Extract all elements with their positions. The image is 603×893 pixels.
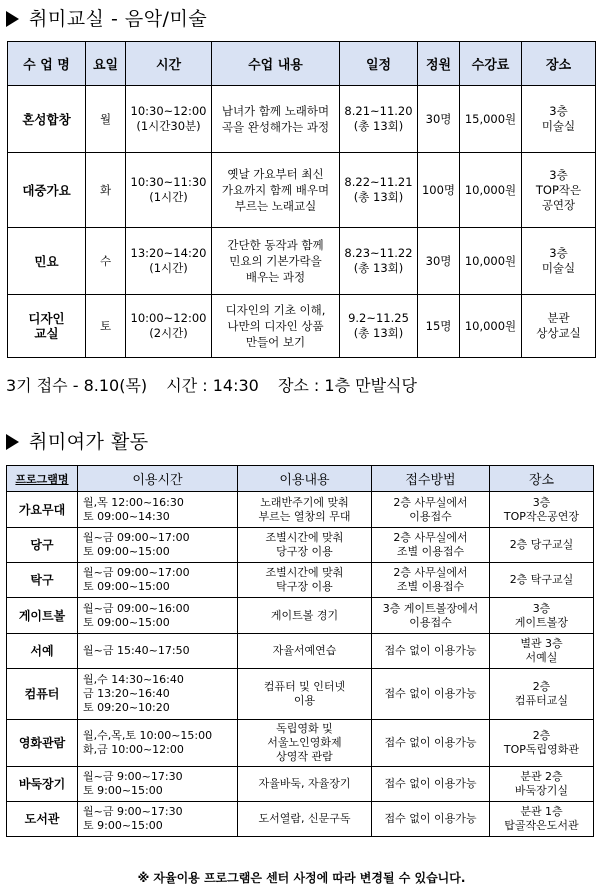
section1-title: 취미교실 - 음악/미술 <box>29 8 208 30</box>
program-name: 게이트볼 <box>7 598 78 634</box>
column-header: 이용시간 <box>78 466 238 492</box>
program-content: 노래반주기에 맞춰 부르는 열창의 무대 <box>238 492 372 528</box>
registration-info <box>6 373 431 396</box>
table-row <box>7 492 594 528</box>
column-header: 수 업 명 <box>8 42 86 86</box>
program-content: 자율바둑, 자율장기 <box>238 767 372 802</box>
section1-heading <box>6 4 207 31</box>
program-name: 가요무대 <box>7 492 78 528</box>
footnote: ※ 자율이용 프로그램은 센터 사정에 따라 변경될 수 있습니다. <box>137 871 466 885</box>
class-capacity: 30명 <box>418 228 460 295</box>
program-name: 컴퓨터 <box>7 669 78 720</box>
program-content: 독립영화 및 서울노인영화제 상영작 관람 <box>238 720 372 767</box>
program-method: 접수 없이 이용가능 <box>372 767 490 802</box>
program-place: 2층 컴퓨터교실 <box>490 669 594 720</box>
program-content: 도서열람, 신문구독 <box>238 802 372 837</box>
program-method: 접수 없이 이용가능 <box>372 802 490 837</box>
table-row <box>7 720 594 767</box>
table-row <box>8 86 596 153</box>
registration-period: 3기 접수 - 8.10(목) <box>6 376 148 395</box>
class-schedule: 8.22~11.21 (총 13회) <box>340 153 418 228</box>
triangle-bullet-icon <box>6 434 19 450</box>
section2-heading <box>6 427 149 454</box>
program-content: 게이트볼 경기 <box>238 598 372 634</box>
table-row <box>7 563 594 598</box>
column-header: 시간 <box>126 42 212 86</box>
column-header: 요일 <box>86 42 126 86</box>
column-header: 정원 <box>418 42 460 86</box>
class-day: 토 <box>86 295 126 358</box>
class-time: 10:30~12:00 (1시간30분) <box>126 86 212 153</box>
class-name: 민요 <box>8 228 86 295</box>
class-fee: 10,000원 <box>460 153 522 228</box>
music-art-class-table <box>7 41 596 358</box>
class-capacity: 100명 <box>418 153 460 228</box>
program-method: 2층 사무실에서 이용접수 <box>372 492 490 528</box>
class-content: 디자인의 기초 이해, 나만의 디자인 상품 만들어 보기 <box>212 295 340 358</box>
registration-place: 장소 : 1층 만발식당 <box>277 376 417 395</box>
class-place: 3층 미술실 <box>522 86 596 153</box>
program-name: 영화관람 <box>7 720 78 767</box>
class-time: 10:00~12:00 (2시간) <box>126 295 212 358</box>
class-fee: 15,000원 <box>460 86 522 153</box>
program-name: 서예 <box>7 634 78 669</box>
section2-title: 취미여가 활동 <box>29 431 149 453</box>
program-place: 2층 당구교실 <box>490 528 594 563</box>
table-row <box>7 528 594 563</box>
column-header: 수업 내용 <box>212 42 340 86</box>
program-time: 월~금 09:00~17:00 토 09:00~15:00 <box>78 563 238 598</box>
program-time: 월~금 09:00~16:00 토 09:00~15:00 <box>78 598 238 634</box>
class-place: 3층 TOP작은 공연장 <box>522 153 596 228</box>
class-time: 13:20~14:20 (1시간) <box>126 228 212 295</box>
program-method: 접수 없이 이용가능 <box>372 669 490 720</box>
class-capacity: 15명 <box>418 295 460 358</box>
class-content: 간단한 동작과 함께 민요의 기본가락을 배우는 과정 <box>212 228 340 295</box>
column-header: 수강료 <box>460 42 522 86</box>
class-day: 화 <box>86 153 126 228</box>
column-header: 장소 <box>522 42 596 86</box>
column-header: 접수방법 <box>372 466 490 492</box>
program-method: 2층 사무실에서 조별 이용접수 <box>372 528 490 563</box>
class-fee: 10,000원 <box>460 228 522 295</box>
table-row <box>8 295 596 358</box>
triangle-bullet-icon <box>6 11 19 27</box>
class-name: 대중가요 <box>8 153 86 228</box>
program-time: 월~금 9:00~17:30 토 9:00~15:00 <box>78 767 238 802</box>
class-day: 월 <box>86 86 126 153</box>
program-place: 분관 2층 바둑장기실 <box>490 767 594 802</box>
program-content: 컴퓨터 및 인터넷 이용 <box>238 669 372 720</box>
class-time: 10:30~11:30 (1시간) <box>126 153 212 228</box>
column-header: 장소 <box>490 466 594 492</box>
class-name: 디자인 교실 <box>8 295 86 358</box>
class-place: 3층 미술실 <box>522 228 596 295</box>
program-content: 조별시간에 맞춰 당구장 이용 <box>238 528 372 563</box>
table-header-row <box>7 466 594 492</box>
leisure-activity-table <box>6 465 594 837</box>
program-name: 바둑장기 <box>7 767 78 802</box>
table-row <box>7 669 594 720</box>
class-fee: 10,000원 <box>460 295 522 358</box>
program-method: 3층 게이트볼장에서 이용접수 <box>372 598 490 634</box>
table-row <box>7 767 594 802</box>
program-place: 3층 TOP작은공연장 <box>490 492 594 528</box>
class-day: 수 <box>86 228 126 295</box>
class-capacity: 30명 <box>418 86 460 153</box>
table-row <box>8 228 596 295</box>
table-header-row <box>8 42 596 86</box>
program-content: 자율서예연습 <box>238 634 372 669</box>
class-content: 옛날 가요부터 최신 가요까지 함께 배우며 부르는 노래교실 <box>212 153 340 228</box>
table-row <box>7 802 594 837</box>
program-time: 월~금 15:40~17:50 <box>78 634 238 669</box>
column-header: 일정 <box>340 42 418 86</box>
class-schedule: 8.21~11.20 (총 13회) <box>340 86 418 153</box>
program-time: 월~금 9:00~17:30 토 9:00~15:00 <box>78 802 238 837</box>
program-name: 당구 <box>7 528 78 563</box>
program-name: 탁구 <box>7 563 78 598</box>
class-place: 분관 상상교실 <box>522 295 596 358</box>
column-header: 프로그램명 <box>7 466 78 492</box>
program-place: 3층 게이트볼장 <box>490 598 594 634</box>
program-place: 분관 1층 탑골작은도서관 <box>490 802 594 837</box>
program-method: 접수 없이 이용가능 <box>372 634 490 669</box>
table-row <box>7 598 594 634</box>
program-place: 2층 TOP독립영화관 <box>490 720 594 767</box>
column-header: 이용내용 <box>238 466 372 492</box>
table-row <box>7 634 594 669</box>
program-place: 2층 탁구교실 <box>490 563 594 598</box>
program-method: 2층 사무실에서 조별 이용접수 <box>372 563 490 598</box>
program-time: 월,수 14:30~16:40 금 13:20~16:40 토 09:20~10:20 <box>78 669 238 720</box>
class-content: 남녀가 함께 노래하며 곡을 완성해가는 과정 <box>212 86 340 153</box>
program-place: 별관 3층 서예실 <box>490 634 594 669</box>
registration-time: 시간 : 14:30 <box>166 376 259 395</box>
table-row <box>8 153 596 228</box>
class-name: 혼성합창 <box>8 86 86 153</box>
class-schedule: 8.23~11.22 (총 13회) <box>340 228 418 295</box>
program-content: 조별시간에 맞춰 탁구장 이용 <box>238 563 372 598</box>
class-schedule: 9.2~11.25 (총 13회) <box>340 295 418 358</box>
program-time: 월,목 12:00~16:30 토 09:00~14:30 <box>78 492 238 528</box>
program-name: 도서관 <box>7 802 78 837</box>
program-method: 접수 없이 이용가능 <box>372 720 490 767</box>
program-time: 월,수,목,토 10:00~15:00 화,금 10:00~12:00 <box>78 720 238 767</box>
program-time: 월~금 09:00~17:00 토 09:00~15:00 <box>78 528 238 563</box>
